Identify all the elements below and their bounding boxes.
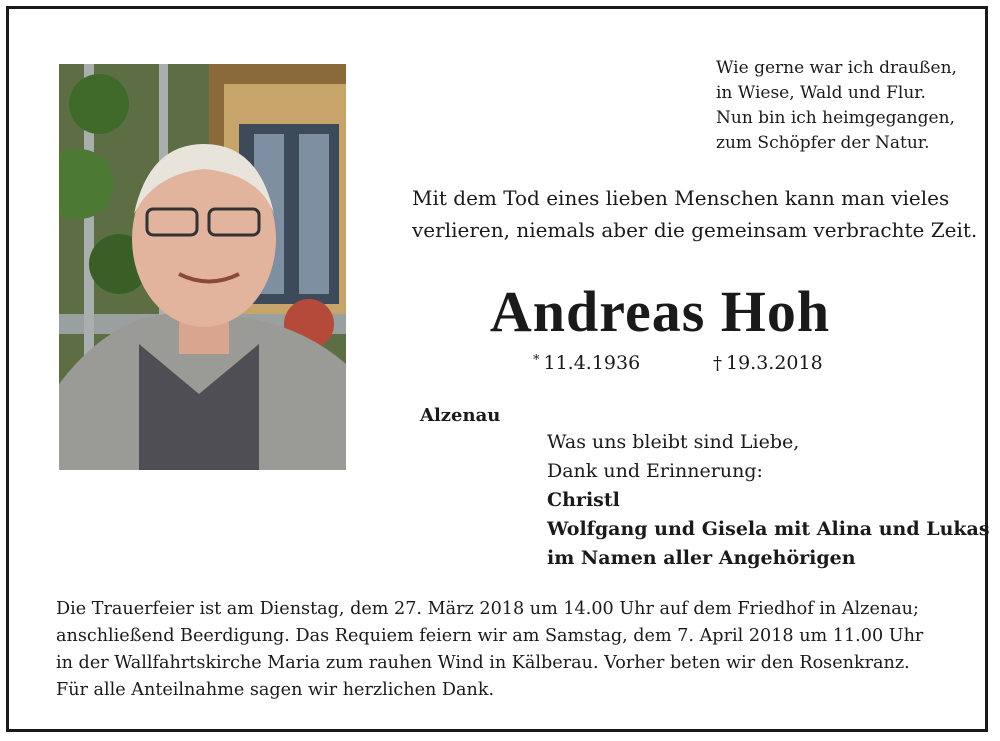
family-name-line: Christl <box>547 489 620 511</box>
service-line: Die Trauerfeier ist am Dienstag, dem 27. März 2018 um 14.00 Uhr auf dem Friedhof in Alzenau; <box>56 599 919 619</box>
poem-line: zum Schöpfer der Natur. <box>716 133 930 153</box>
service-line: anschließend Beerdigung. Das Requiem feiern wir am Samstag, dem 7. April 2018 um 11.00 Uhr <box>56 626 924 646</box>
place-name: Alzenau <box>420 405 501 426</box>
poem-line: Nun bin ich heimgegangen, <box>716 108 955 128</box>
death-date <box>713 352 823 374</box>
birth-star-icon: * <box>533 353 540 368</box>
poem <box>716 56 986 156</box>
birth-date-value: 11.4.1936 <box>543 352 641 374</box>
family-name-line: im Namen aller Angehörigen <box>547 547 856 569</box>
service-line: Für alle Anteilnahme sagen wir herzlichen Dank. <box>56 680 495 700</box>
death-date-value: 19.3.2018 <box>726 352 823 374</box>
quote-line: verlieren, niemals aber die gemeinsam verbrachte Zeit. <box>412 218 978 242</box>
family-name-line: Wolfgang und Gisela mit Alina und Lukas <box>547 518 990 540</box>
service-line: in der Wallfahrtskirche Maria zum rauhen Wind in Kälberau. Vorher beten wir den Rosenkranz. <box>56 653 910 673</box>
poem-line: Wie gerne war ich draußen, <box>716 58 957 78</box>
deceased-name: Andreas Hoh <box>489 279 831 344</box>
family-block <box>547 428 990 573</box>
birth-date <box>533 352 640 374</box>
dagger-icon: † <box>713 353 722 374</box>
memorial-quote <box>412 182 978 246</box>
family-intro-line: Was uns bleibt sind Liebe, <box>547 431 800 453</box>
portrait-photo <box>59 64 346 470</box>
poem-line: in Wiese, Wald und Flur. <box>716 83 926 103</box>
service-info <box>56 596 956 704</box>
family-intro-line: Dank und Erinnerung: <box>547 460 763 482</box>
quote-line: Mit dem Tod eines lieben Menschen kann man vieles <box>412 186 950 210</box>
